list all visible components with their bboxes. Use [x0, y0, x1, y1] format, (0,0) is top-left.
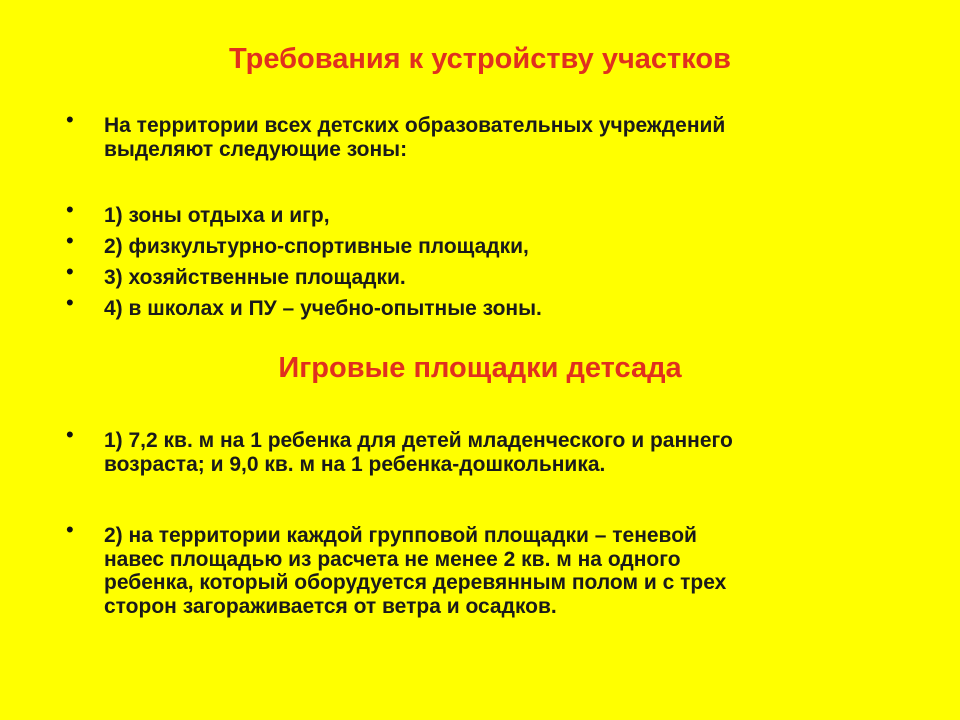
list-item-text: На территории всех детских образовательных учреждений выделяют следующие зоны:	[104, 114, 726, 161]
list-item-text: 2) физкультурно-спортивные площадки,	[104, 235, 529, 258]
bullet-icon: •	[66, 517, 74, 542]
bullet-icon: •	[66, 422, 74, 447]
section-heading-playgrounds: Игровые площадки детсада	[278, 352, 682, 384]
list-item-text: 2) на территории каждой групповой площадки – теневой навес площадью из расчета не менее 2 кв. м на одного ребенка, который оборудуется деревянным полом и с трех сторон загораживается от ветра и осадков.	[104, 524, 727, 618]
list-item-text: 4) в школах и ПУ – учебно-опытные зоны.	[104, 297, 542, 320]
bullet-icon: •	[66, 290, 74, 315]
list-item	[66, 197, 926, 228]
list-item	[66, 290, 926, 321]
list-item	[66, 107, 926, 161]
bullet-icon: •	[66, 259, 74, 284]
section-heading-plot-requirements: Требования к устройству участков	[229, 43, 731, 75]
list-item	[66, 259, 926, 290]
list-item	[66, 517, 926, 618]
bullet-icon: •	[66, 197, 74, 222]
list-item-text: 3) хозяйственные площадки.	[104, 266, 406, 289]
bullet-icon: •	[66, 107, 74, 132]
list-item-text: 1) зоны отдыха и игр,	[104, 204, 330, 227]
list-item	[66, 228, 926, 259]
list-item-text: 1) 7,2 кв. м на 1 ребенка для детей младенческого и раннего возраста; и 9,0 кв. м на 1 ребенка-дошкольника.	[104, 429, 733, 476]
list-item	[66, 422, 926, 476]
bullet-icon: •	[66, 228, 74, 253]
